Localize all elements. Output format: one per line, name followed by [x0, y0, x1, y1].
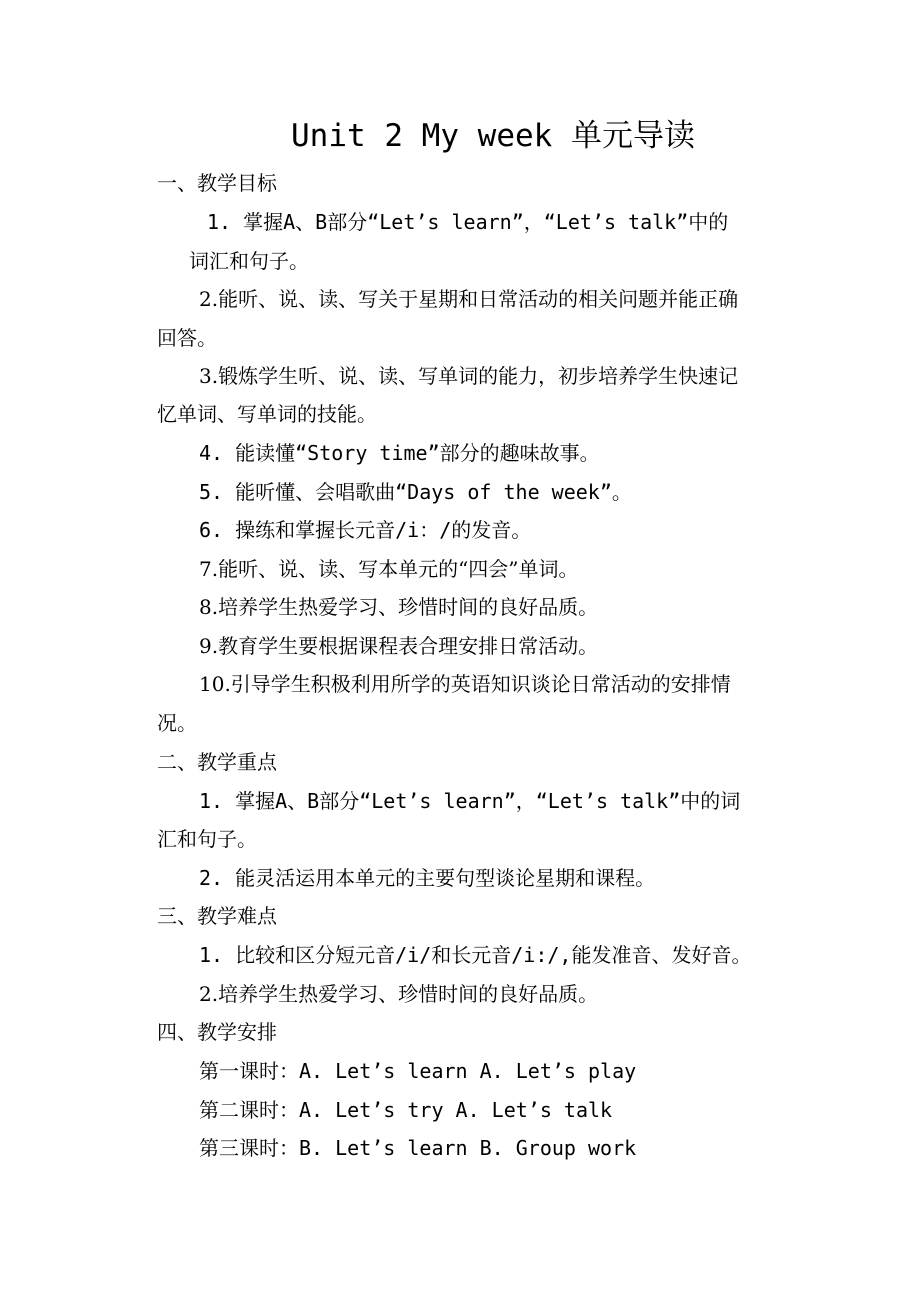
objective-1-line-1: 1. 掌握A、B部分“Let’s learn”，“Let’s talk”中的	[207, 210, 729, 234]
objective-3-line-1: 3.锻炼学生听、说、读、写单词的能力，初步培养学生快速记	[199, 364, 739, 388]
key-point-1-line-2: 汇和句子。	[157, 827, 257, 851]
difficulties-heading: 三、教学难点	[157, 904, 277, 928]
schedule-lesson-2: 第二课时：A. Let’s try A. Let’s talk	[199, 1098, 613, 1122]
objective-1-line-2: 词汇和句子。	[189, 249, 309, 273]
objective-2-line-2: 回答。	[157, 326, 217, 350]
document-title: Unit 2 My week 单元导读	[291, 118, 695, 154]
objective-5: 5. 能听懂、会唱歌曲“Days of the week”。	[199, 480, 632, 504]
key-points-heading: 二、教学重点	[157, 750, 277, 774]
objective-9: 9.教育学生要根据课程表合理安排日常活动。	[199, 634, 599, 658]
schedule-lesson-1: 第一课时：A. Let’s learn A. Let’s play	[199, 1059, 637, 1083]
objective-10-line-1: 10.引导学生积极利用所学的英语知识谈论日常活动的安排情	[199, 672, 731, 696]
schedule-lesson-3: 第三课时：B. Let’s learn B. Group work	[199, 1136, 637, 1160]
objective-10-line-2: 况。	[157, 711, 197, 735]
objective-6: 6. 操练和掌握长元音/i：/的发音。	[199, 518, 532, 542]
schedule-heading: 四、教学安排	[157, 1020, 277, 1044]
difficulty-1: 1. 比较和区分短元音/i/和长元音/i:/,能发准音、发好音。	[199, 943, 752, 967]
objective-4: 4. 能读懂“Story time”部分的趣味故事。	[199, 441, 600, 465]
objective-3-line-2: 忆单词、写单词的技能。	[157, 402, 377, 426]
objective-7: 7.能听、说、读、写本单元的“四会”单词。	[199, 557, 579, 581]
objective-2-line-1: 2.能听、说、读、写关于星期和日常活动的相关问题并能正确	[199, 287, 739, 311]
objectives-heading: 一、教学目标	[157, 171, 277, 195]
difficulty-2: 2.培养学生热爱学习、珍惜时间的良好品质。	[199, 982, 599, 1006]
key-point-2: 2. 能灵活运用本单元的主要句型谈论星期和课程。	[199, 866, 656, 890]
key-point-1-line-1: 1. 掌握A、B部分“Let’s learn”，“Let’s talk”中的词	[199, 789, 741, 813]
objective-8: 8.培养学生热爱学习、珍惜时间的良好品质。	[199, 595, 599, 619]
